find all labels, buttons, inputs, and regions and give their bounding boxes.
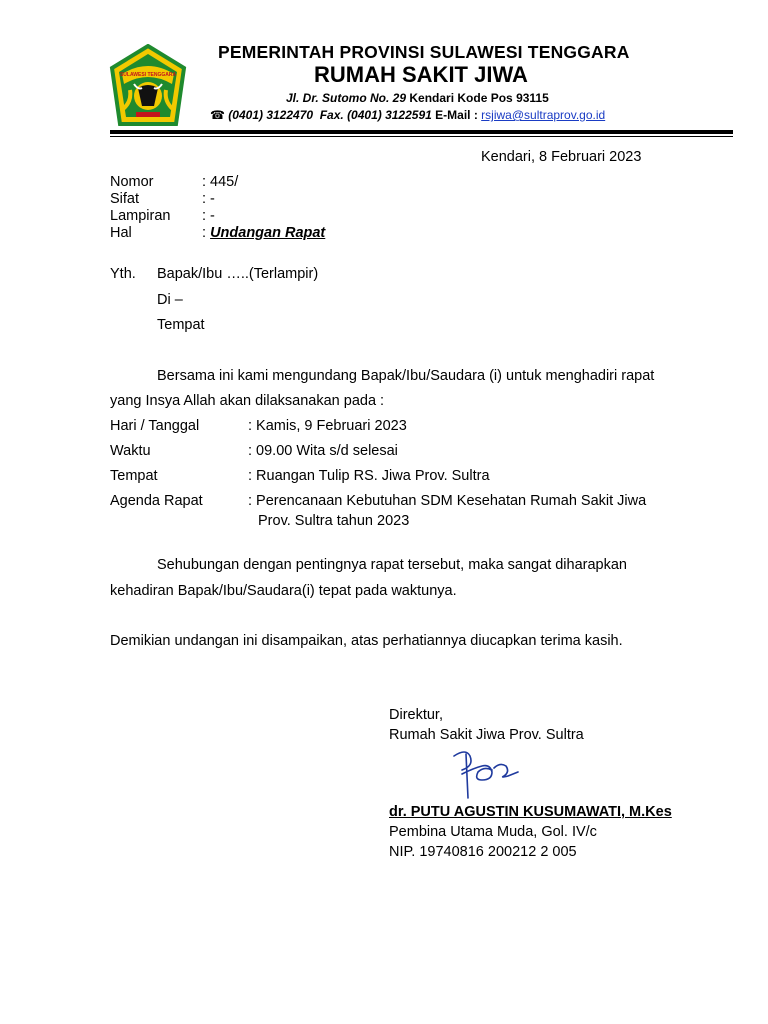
address-street: Jl. Dr. Sutomo No. 29 <box>286 91 407 105</box>
email-label: E-Mail : <box>435 108 478 122</box>
signature-title: Direktur, <box>389 707 443 723</box>
signatory-nip: NIP. 19740816 200212 2 005 <box>389 844 577 860</box>
letterhead-rule-thick <box>110 130 733 134</box>
fax-number: Fax. (0401) 3122591 <box>319 108 432 122</box>
addressee-di: Di – <box>157 292 183 308</box>
meta-label-nomor: Nomor <box>110 174 154 190</box>
meta-value-hal <box>202 225 325 241</box>
detail-label-time: Waktu <box>110 443 151 459</box>
phone-number: (0401) 3122470 <box>228 108 314 122</box>
signatory-name: dr. PUTU AGUSTIN KUSUMAWATI, M.Kes <box>389 804 672 820</box>
opening-line-2: yang Insya Allah akan dilaksanakan pada : <box>110 393 385 409</box>
svg-text:SULAWESI TENGGARA: SULAWESI TENGGARA <box>119 72 177 78</box>
opening-line-1: Bersama ini kami mengundang Bapak/Ibu/Saudara (i) untuk menghadiri rapat <box>157 368 655 384</box>
meta-hal-prefix: : <box>202 225 211 241</box>
address-city: Kendari Kode Pos 93115 <box>409 91 549 105</box>
meta-value-lampiran: : - <box>202 208 215 224</box>
meta-label-lampiran: Lampiran <box>110 208 171 224</box>
letterhead-address <box>286 91 549 105</box>
letter-date: Kendari, 8 Februari 2023 <box>481 149 642 165</box>
meta-hal-subject: Undangan Rapat <box>210 225 326 241</box>
signatory-rank: Pembina Utama Muda, Gol. IV/c <box>389 824 597 840</box>
meta-label-hal: Hal <box>110 225 132 241</box>
closing-line-2: kehadiran Bapak/Ibu/Saudara(i) tepat pada waktunya. <box>110 583 457 599</box>
detail-value-place: : Ruangan Tulip RS. Jiwa Prov. Sultra <box>248 468 490 484</box>
detail-value-date: : Kamis, 9 Februari 2023 <box>248 418 407 434</box>
meta-value-nomor: : 445/ <box>202 174 239 190</box>
letterhead-contact <box>210 108 605 122</box>
phone-icon: ☎ <box>210 108 225 122</box>
detail-label-place: Tempat <box>110 468 158 484</box>
province-emblem-logo <box>108 44 188 130</box>
letterhead-institution: RUMAH SAKIT JIWA <box>314 62 528 87</box>
letterhead-government: PEMERINTAH PROVINSI SULAWESI TENGGARA <box>218 42 630 62</box>
detail-value-agenda-cont: Prov. Sultra tahun 2023 <box>258 513 410 529</box>
detail-label-agenda: Agenda Rapat <box>110 493 203 509</box>
closing-final: Demikian undangan ini disampaikan, atas perhatiannya diucapkan terima kasih. <box>110 633 623 649</box>
signature-office: Rumah Sakit Jiwa Prov. Sultra <box>389 727 584 743</box>
meta-label-sifat: Sifat <box>110 191 140 207</box>
detail-value-time: : 09.00 Wita s/d selesai <box>248 443 398 459</box>
meta-value-sifat: : - <box>202 191 215 207</box>
email-link[interactable]: rsjiwa@sultraprov.go.id <box>481 108 606 122</box>
addressee-name: Bapak/Ibu …..(Terlampir) <box>157 266 319 282</box>
addressee-place: Tempat <box>157 317 205 333</box>
letterhead-rule-thin <box>110 136 733 137</box>
closing-line-1: Sehubungan dengan pentingnya rapat tersebut, maka sangat diharapkan <box>157 557 627 573</box>
detail-label-date: Hari / Tanggal <box>110 418 200 434</box>
addressee-salutation: Yth. <box>110 266 136 282</box>
handwritten-signature <box>448 746 524 802</box>
detail-value-agenda: : Perencanaan Kebutuhan SDM Kesehatan Rumah Sakit Jiwa <box>248 493 647 509</box>
